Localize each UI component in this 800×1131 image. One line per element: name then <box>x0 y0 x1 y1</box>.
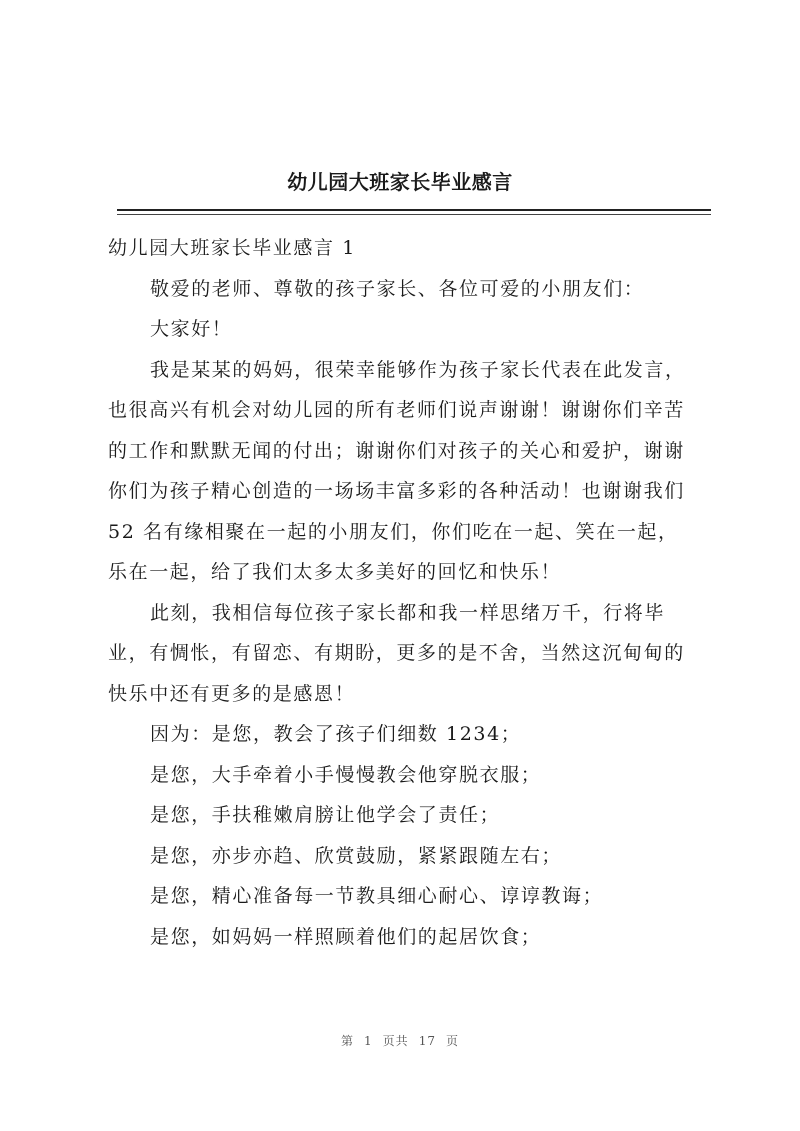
text-line: 是您，大手牵着小手慢慢教会他穿脱衣服； <box>150 763 542 786</box>
text-line: 是您，精心准备每一节教具细心耐心、谆谆教诲； <box>150 885 604 907</box>
document-title: 幼儿园大班家长毕业感言 <box>287 170 513 194</box>
footer-total-pages: 17 <box>418 1034 436 1048</box>
footer-suffix: 页 <box>445 1034 459 1048</box>
text-line: 的工作和默默无闻的付出；谢谢你们对孩子的关心和爱护，谢谢 <box>108 439 685 462</box>
footer-middle: 页共 <box>382 1034 409 1048</box>
page-footer <box>0 1032 800 1049</box>
text-line: 快乐中还有更多的是感恩！ <box>108 682 356 705</box>
footer-prefix: 第 <box>341 1034 355 1048</box>
section-heading: 幼儿园大班家长毕业感言 1 <box>108 237 356 259</box>
text-line: 是您，手扶稚嫩肩膀让他学会了责任； <box>150 804 501 826</box>
text-line: 业，有惆怅，有留恋、有期盼，更多的是不舍，当然这沉甸甸的 <box>108 642 685 664</box>
text-line: 敬爱的老师、尊敬的孩子家长、各位可爱的小朋友们： <box>150 277 645 300</box>
text-line: 乐在一起，给了我们太多太多美好的回忆和快乐！ <box>108 561 562 583</box>
text-line: 是您，如妈妈一样照顾着他们的起居饮食； <box>150 925 542 948</box>
text-line: 大家好！ <box>150 318 233 340</box>
text-line: 此刻，我相信每位孩子家长都和我一样思绪万千，行将毕 <box>150 601 666 624</box>
paragraph-lines <box>108 269 708 958</box>
title-divider <box>117 209 711 211</box>
document-body <box>108 228 708 957</box>
text-line: 是您，亦步亦趋、欣赏鼓励，紧紧跟随左右； <box>150 844 563 867</box>
text-line: 因为：是您，教会了孩子们细数 1234； <box>150 723 522 745</box>
title-divider-thin <box>117 214 711 215</box>
text-line: 52 名有缘相聚在一起的小朋友们，你们吃在一起、笑在一起， <box>108 520 679 543</box>
footer-page-number: 1 <box>364 1034 373 1048</box>
text-line: 也很高兴有机会对幼儿园的所有老师们说声谢谢！谢谢你们辛苦 <box>108 399 685 421</box>
text-line: 我是某某的妈妈，很荣幸能够作为孩子家长代表在此发言， <box>150 358 686 381</box>
text-line: 你们为孩子精心创造的一场场丰富多彩的各种活动！也谢谢我们 <box>108 480 685 502</box>
